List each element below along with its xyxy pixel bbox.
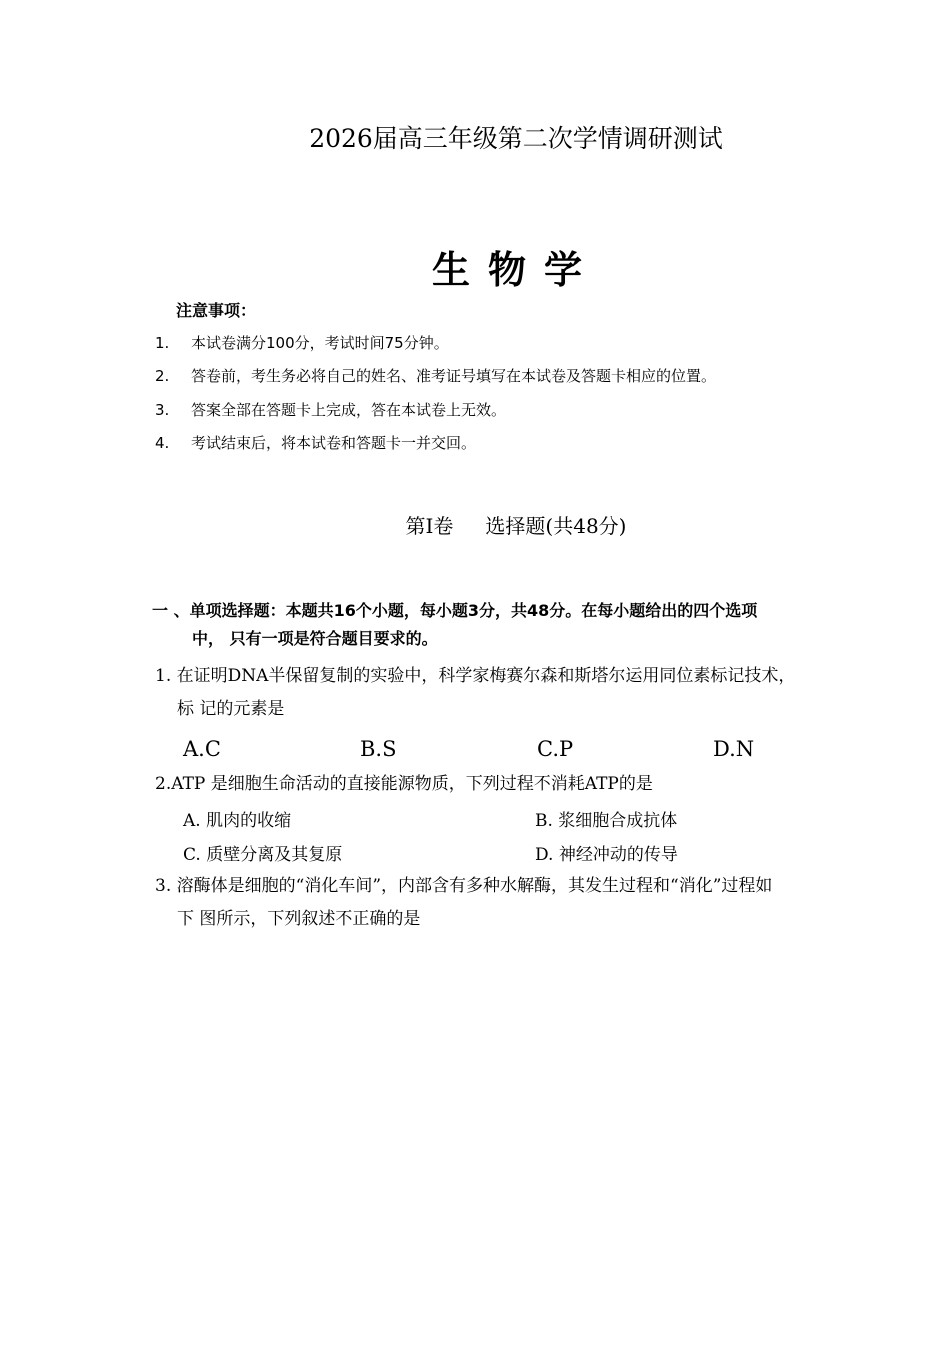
exam-title: 2026届高三年级第二次学情调研测试 [309,124,723,153]
question-2-option-a: A. 肌肉的收缩 [183,811,292,831]
part-one-line1: 一 、单项选择题：本题共16个小题，每小题3分，共48分。在每小题给出的四个选项 [152,601,758,620]
question-2-option-b: B. 浆细胞合成抗体 [535,811,678,831]
notice-item-number: 3. [155,401,170,419]
question-2-option-d: D. 神经冲动的传导 [535,845,678,865]
question-1-line2: 标 记的元素是 [177,699,285,719]
question-2-stem: 2.ATP 是细胞生命活动的直接能源物质，下列过程不消耗ATP的是 [155,774,653,794]
subject-title: 生物学 [431,247,600,292]
notice-item-number: 2. [155,367,170,385]
notice-heading: 注意事项： [176,301,257,320]
notice-item-text: 考试结束后，将本试卷和答题卡一并交回。 [191,434,477,452]
part-one-line2: 中， 只有一项是符合题目要求的。 [192,629,438,648]
question-1-option-d: D.N [713,737,755,761]
notice-item [155,432,476,453]
question-1-option-b: B.S [360,737,397,761]
question-3-stem [155,870,772,936]
notice-item-number: 4. [155,434,170,452]
notice-item [155,332,449,353]
section-title [0,510,950,539]
question-1-option-a: A.C [183,737,221,761]
section-part: 第I卷 [405,514,454,538]
notice-item-text: 答卷前，考生务必将自己的姓名、准考证号填写在本试卷及答题卡相应的位置。 [191,367,717,385]
question-3-line2: 下 图所示，下列叙述不正确的是 [177,909,421,929]
notice-item-text: 本试卷满分100分，考试时间75分钟。 [191,334,449,352]
notice-item [155,399,506,420]
question-2-option-c: C. 质壁分离及其复原 [183,845,343,865]
part-one-instructions [152,597,757,653]
section-name: 选择题(共48分) [485,514,627,538]
question-1-option-c: C.P [537,737,574,761]
question-3-line1: 3. 溶酶体是细胞的“消化车间”，内部含有多种水解酶，其发生过程和“消化”过程如 [155,876,773,896]
question-1-stem [155,660,795,726]
notice-item-number: 1. [155,334,170,352]
notice-item [155,365,716,386]
question-1-line1: 1. 在证明DNA半保留复制的实验中，科学家梅赛尔森和斯塔尔运用同位素标记技术， [155,666,796,686]
notice-item-text: 答案全部在答题卡上完成，答在本试卷上无效。 [191,401,507,419]
